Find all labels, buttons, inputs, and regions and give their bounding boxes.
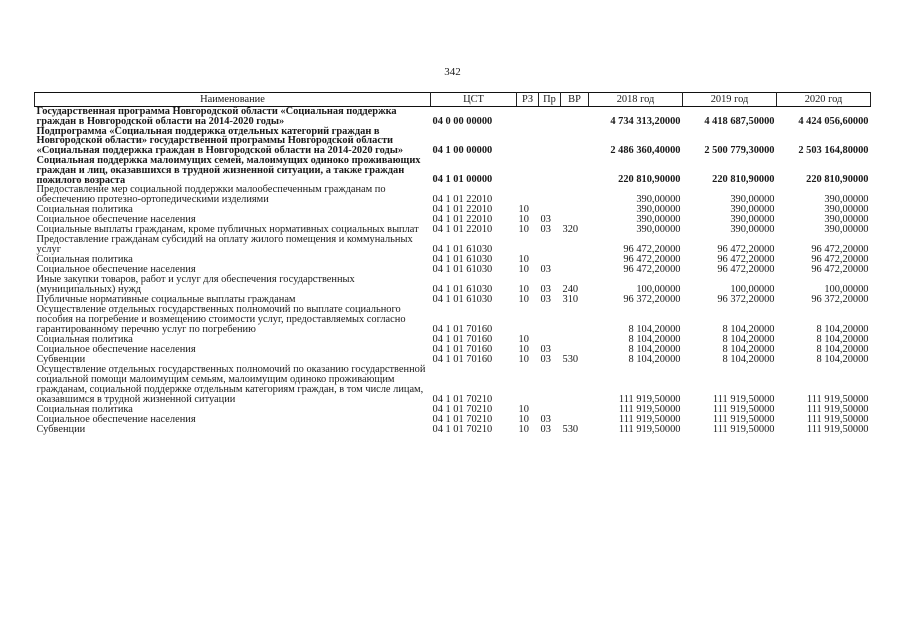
row-rz bbox=[517, 305, 539, 335]
row-2018: 111 919,50000 bbox=[618, 404, 681, 416]
header-name: Наименование bbox=[35, 93, 431, 107]
row-2020: 8 104,20000 bbox=[816, 324, 869, 336]
row-2019: 96 472,20000 bbox=[717, 244, 775, 256]
row-2019: 8 104,20000 bbox=[722, 324, 775, 336]
row-name: Социальное обеспечение населения bbox=[36, 214, 196, 226]
row-2020: 390,00000 bbox=[824, 194, 869, 206]
row-pr: 03 bbox=[540, 264, 551, 276]
row-2019: 96 372,20000 bbox=[717, 294, 775, 306]
header-pr: Пр bbox=[539, 93, 561, 107]
row-2020: 4 424 056,60000 bbox=[798, 115, 869, 127]
row-cst: 04 1 01 70210 bbox=[432, 394, 493, 406]
row-2018: 96 472,20000 bbox=[623, 254, 681, 266]
row-rz: 10 bbox=[518, 294, 529, 306]
row-2019: 390,00000 bbox=[730, 194, 775, 206]
row-2019: 2 500 779,30000 bbox=[704, 144, 775, 156]
row-2019: 8 104,20000 bbox=[722, 334, 775, 346]
row-2019: 390,00000 bbox=[730, 204, 775, 216]
row-2020: 8 104,20000 bbox=[816, 354, 869, 366]
header-vr: ВР bbox=[561, 93, 589, 107]
row-vr bbox=[561, 127, 589, 156]
row-pr: 03 bbox=[540, 354, 551, 366]
row-rz: 10 bbox=[518, 354, 529, 366]
header-2019: 2019 год bbox=[683, 93, 777, 107]
header-2018: 2018 год bbox=[589, 93, 683, 107]
row-name: Предоставление гражданам субсидий на оплату жилого помещения и коммунальных услуг bbox=[36, 234, 413, 256]
row-rz: 10 bbox=[518, 254, 529, 266]
row-pr: 03 bbox=[540, 294, 551, 306]
row-name: Социальные выплаты гражданам, кроме публичных нормативных социальных выплат bbox=[36, 224, 419, 236]
row-rz bbox=[517, 107, 539, 127]
row-2018: 100,00000 bbox=[636, 284, 681, 296]
row-cst: 04 1 01 22010 bbox=[432, 224, 493, 236]
row-vr: 320 bbox=[562, 224, 579, 236]
row-name: Предоставление мер социальной поддержки малообеспеченным гражданам по обеспечению протезно-ортопедическими изделиями bbox=[36, 184, 386, 206]
row-cst: 04 1 01 70160 bbox=[432, 344, 493, 356]
row-name: Публичные нормативные социальные выплаты гражданам bbox=[36, 294, 296, 306]
row-2019: 111 919,50000 bbox=[712, 404, 775, 416]
row-vr bbox=[561, 335, 589, 345]
row-2019: 4 418 687,50000 bbox=[704, 115, 775, 127]
row-pr: 03 bbox=[540, 344, 551, 356]
row-rz: 10 bbox=[518, 414, 529, 426]
row-pr: 03 bbox=[540, 414, 551, 426]
row-2018: 111 919,50000 bbox=[618, 394, 681, 406]
row-pr bbox=[539, 365, 561, 405]
row-2018: 8 104,20000 bbox=[628, 334, 681, 346]
row-pr: 03 bbox=[540, 214, 551, 226]
row-vr bbox=[561, 156, 589, 185]
table-row bbox=[35, 425, 871, 435]
row-vr bbox=[561, 235, 589, 255]
row-cst: 04 1 01 22010 bbox=[432, 214, 493, 226]
row-cst: 04 1 01 70160 bbox=[432, 334, 493, 346]
row-rz: 10 bbox=[518, 224, 529, 236]
row-rz: 10 bbox=[518, 404, 529, 416]
row-name: Субвенции bbox=[36, 424, 86, 436]
row-2020: 390,00000 bbox=[824, 214, 869, 226]
row-name: Субвенции bbox=[36, 354, 86, 366]
row-vr bbox=[561, 255, 589, 265]
row-vr: 530 bbox=[562, 424, 579, 436]
row-pr: 03 bbox=[540, 284, 551, 296]
row-name: Осуществление отдельных государственных полномочий по выплате социального пособия на погребение и возмещению стоимости услуг, предоставляемых согласно гарантированному перечню услуг по погребению bbox=[36, 304, 406, 336]
row-pr bbox=[539, 235, 561, 255]
row-name: Осуществление отдельных государственных полномочий по оказанию государственной социальной помощи малоимущим семьям, малоимущим одиноко проживающим гражданам, социальной поддержке отдельным категориям граждан, в том числе лицам, оказавшимся в трудной жизненной ситуации bbox=[36, 364, 426, 406]
row-2018: 390,00000 bbox=[636, 194, 681, 206]
row-name: Социальное обеспечение населения bbox=[36, 264, 196, 276]
row-cst: 04 1 01 61030 bbox=[432, 264, 493, 276]
row-vr bbox=[561, 365, 589, 405]
table-row bbox=[35, 127, 871, 156]
row-vr bbox=[561, 205, 589, 215]
row-cst: 04 1 01 00000 bbox=[432, 174, 493, 186]
row-name: Подпрограмма «Социальная поддержка отдельных категорий граждан в Новгородской области» государственной программы Новгородской области «Социальная поддержка граждан в Новгородской области на 2014-2020 годы» bbox=[36, 125, 404, 157]
row-2018: 96 472,20000 bbox=[623, 264, 681, 276]
row-2018: 8 104,20000 bbox=[628, 324, 681, 336]
header-cst: ЦСТ bbox=[431, 93, 517, 107]
row-2019: 111 919,50000 bbox=[712, 394, 775, 406]
row-name: Социальное обеспечение населения bbox=[36, 414, 196, 426]
table-row bbox=[35, 107, 871, 127]
row-pr: 03 bbox=[540, 224, 551, 236]
row-pr: 03 bbox=[540, 424, 551, 436]
row-rz bbox=[517, 235, 539, 255]
row-cst: 04 1 01 70210 bbox=[432, 404, 493, 416]
row-2018: 96 472,20000 bbox=[623, 244, 681, 256]
row-2020: 111 919,50000 bbox=[806, 414, 869, 426]
row-name: Социальная политика bbox=[36, 334, 133, 346]
row-2018: 390,00000 bbox=[636, 224, 681, 236]
row-pr bbox=[539, 305, 561, 335]
row-cst: 04 1 01 22010 bbox=[432, 204, 493, 216]
table-row bbox=[35, 305, 871, 335]
row-2020: 220 810,90000 bbox=[806, 174, 869, 186]
row-2019: 8 104,20000 bbox=[722, 354, 775, 366]
row-2019: 220 810,90000 bbox=[712, 174, 775, 186]
row-rz: 10 bbox=[518, 344, 529, 356]
budget-table bbox=[34, 92, 871, 435]
row-name: Иные закупки товаров, работ и услуг для обеспечения государственных (муниципальных) нужд bbox=[36, 274, 355, 296]
row-2020: 96 472,20000 bbox=[811, 254, 869, 266]
row-2018: 111 919,50000 bbox=[618, 424, 681, 436]
row-2018: 96 372,20000 bbox=[623, 294, 681, 306]
row-cst: 04 1 01 61030 bbox=[432, 254, 493, 266]
table-row bbox=[35, 235, 871, 255]
row-cst: 04 1 01 61030 bbox=[432, 284, 493, 296]
row-pr bbox=[539, 107, 561, 127]
row-rz bbox=[517, 127, 539, 156]
row-2019: 111 919,50000 bbox=[712, 414, 775, 426]
row-rz bbox=[517, 185, 539, 205]
row-name: Государственная программа Новгородской области «Социальная поддержка граждан в Новгородской области на 2014-2020 годы» bbox=[36, 106, 397, 127]
row-2019: 100,00000 bbox=[730, 284, 775, 296]
row-vr: 530 bbox=[562, 354, 579, 366]
page-number: 342 bbox=[444, 66, 461, 78]
row-2020: 390,00000 bbox=[824, 204, 869, 216]
row-vr bbox=[561, 405, 589, 415]
table-body bbox=[35, 107, 871, 436]
row-rz bbox=[517, 365, 539, 405]
row-name: Социальная политика bbox=[36, 204, 133, 216]
row-pr bbox=[539, 185, 561, 205]
table-row bbox=[35, 185, 871, 205]
row-2020: 8 104,20000 bbox=[816, 344, 869, 356]
row-2020: 111 919,50000 bbox=[806, 404, 869, 416]
table-row bbox=[35, 365, 871, 405]
row-vr: 240 bbox=[562, 284, 579, 296]
row-2018: 8 104,20000 bbox=[628, 354, 681, 366]
row-cst: 04 1 00 00000 bbox=[432, 144, 493, 156]
row-2019: 111 919,50000 bbox=[712, 424, 775, 436]
row-cst: 04 0 00 00000 bbox=[432, 115, 493, 127]
row-2020: 96 472,20000 bbox=[811, 264, 869, 276]
row-cst: 04 1 01 70160 bbox=[432, 354, 493, 366]
row-cst: 04 1 01 70210 bbox=[432, 414, 493, 426]
row-2018: 390,00000 bbox=[636, 214, 681, 226]
row-2018: 8 104,20000 bbox=[628, 344, 681, 356]
table-row bbox=[35, 275, 871, 295]
row-2018: 2 486 360,40000 bbox=[610, 144, 681, 156]
row-cst: 04 1 01 61030 bbox=[432, 244, 493, 256]
row-rz: 10 bbox=[518, 214, 529, 226]
row-2019: 96 472,20000 bbox=[717, 254, 775, 266]
header-2020: 2020 год bbox=[777, 93, 871, 107]
row-name: Социальная политика bbox=[36, 404, 133, 416]
row-rz: 10 bbox=[518, 334, 529, 346]
row-vr bbox=[561, 305, 589, 335]
row-rz: 10 bbox=[518, 424, 529, 436]
row-pr bbox=[539, 156, 561, 185]
row-name: Социальное обеспечение населения bbox=[36, 344, 196, 356]
row-vr bbox=[561, 185, 589, 205]
row-2020: 111 919,50000 bbox=[806, 394, 869, 406]
row-rz: 10 bbox=[518, 204, 529, 216]
row-vr bbox=[561, 265, 589, 275]
row-2018: 390,00000 bbox=[636, 204, 681, 216]
row-name: Социальная поддержка малоимущих семей, малоимущих одиноко проживающих граждан и лиц, оказавшихся в трудной жизненной ситуации, а также граждан пожилого возраста bbox=[36, 154, 421, 186]
header-rz: РЗ bbox=[517, 93, 539, 107]
table-row bbox=[35, 156, 871, 185]
row-rz: 10 bbox=[518, 264, 529, 276]
row-cst: 04 1 01 70160 bbox=[432, 324, 493, 336]
row-pr bbox=[539, 127, 561, 156]
row-2019: 390,00000 bbox=[730, 224, 775, 236]
row-2018: 111 919,50000 bbox=[618, 414, 681, 426]
row-2020: 100,00000 bbox=[824, 284, 869, 296]
table-header-row bbox=[35, 93, 871, 107]
row-rz: 10 bbox=[518, 284, 529, 296]
row-cst: 04 1 01 22010 bbox=[432, 194, 493, 206]
row-cst: 04 1 01 61030 bbox=[432, 294, 493, 306]
row-rz bbox=[517, 156, 539, 185]
row-name: Социальная политика bbox=[36, 254, 133, 266]
row-2019: 96 472,20000 bbox=[717, 264, 775, 276]
row-vr bbox=[561, 107, 589, 127]
row-vr: 310 bbox=[562, 294, 579, 306]
row-2020: 111 919,50000 bbox=[806, 424, 869, 436]
row-2019: 8 104,20000 bbox=[722, 344, 775, 356]
row-2020: 390,00000 bbox=[824, 224, 869, 236]
row-2020: 96 372,20000 bbox=[811, 294, 869, 306]
row-2020: 2 503 164,80000 bbox=[798, 144, 869, 156]
row-cst: 04 1 01 70210 bbox=[432, 424, 493, 436]
row-2020: 96 472,20000 bbox=[811, 244, 869, 256]
row-2018: 220 810,90000 bbox=[618, 174, 681, 186]
row-2020: 8 104,20000 bbox=[816, 334, 869, 346]
row-2019: 390,00000 bbox=[730, 214, 775, 226]
row-2018: 4 734 313,20000 bbox=[610, 115, 681, 127]
